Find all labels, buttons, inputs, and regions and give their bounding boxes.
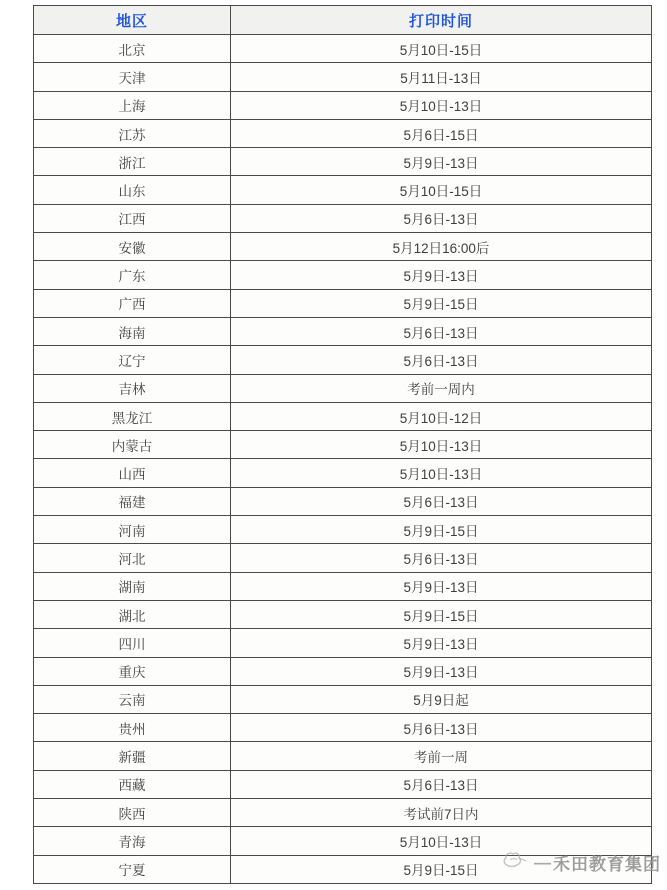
region-cell: 广西 — [34, 289, 231, 317]
table-row — [34, 204, 652, 232]
table-row — [34, 63, 652, 91]
region-cell: 福建 — [34, 487, 231, 515]
region-column-header: 地区 — [34, 6, 231, 35]
table-row — [34, 35, 652, 63]
print-time-cell: 5月9日起 — [231, 685, 652, 713]
table-row — [34, 600, 652, 628]
table-row — [34, 374, 652, 402]
print-time-cell: 5月9日-13日 — [231, 572, 652, 600]
print-time-cell: 5月10日-15日 — [231, 35, 652, 63]
print-time-cell: 5月9日-15日 — [231, 516, 652, 544]
print-time-cell: 5月9日-15日 — [231, 289, 652, 317]
print-time-cell: 5月11日-13日 — [231, 63, 652, 91]
watermark-dash: — — [534, 852, 551, 872]
print-time-cell: 5月6日-13日 — [231, 714, 652, 742]
region-cell: 湖北 — [34, 600, 231, 628]
table-row — [34, 431, 652, 459]
print-time-cell: 5月10日-15日 — [231, 176, 652, 204]
region-cell: 青海 — [34, 827, 231, 855]
print-time-column-header: 打印时间 — [231, 6, 652, 35]
print-time-cell: 5月10日-12日 — [231, 402, 652, 430]
region-cell: 重庆 — [34, 657, 231, 685]
region-cell: 河南 — [34, 516, 231, 544]
table-row — [34, 742, 652, 770]
print-time-cell: 5月10日-13日 — [231, 431, 652, 459]
table-row — [34, 685, 652, 713]
print-time-cell: 5月10日-13日 — [231, 91, 652, 119]
region-cell: 浙江 — [34, 148, 231, 176]
print-time-cell: 5月6日-13日 — [231, 544, 652, 572]
table-row — [34, 827, 652, 855]
print-time-cell: 5月9日-13日 — [231, 148, 652, 176]
region-cell: 黑龙江 — [34, 402, 231, 430]
table-row — [34, 176, 652, 204]
table-row — [34, 770, 652, 798]
table-row — [34, 544, 652, 572]
region-cell: 海南 — [34, 317, 231, 345]
table-row — [34, 402, 652, 430]
table-row — [34, 289, 652, 317]
table-row — [34, 317, 652, 345]
print-time-cell: 5月9日-13日 — [231, 657, 652, 685]
region-cell: 西藏 — [34, 770, 231, 798]
region-cell: 山西 — [34, 459, 231, 487]
print-time-cell: 5月10日-13日 — [231, 827, 652, 855]
region-cell: 广东 — [34, 261, 231, 289]
table-row — [34, 459, 652, 487]
region-cell: 陕西 — [34, 799, 231, 827]
region-cell: 上海 — [34, 91, 231, 119]
region-cell: 天津 — [34, 63, 231, 91]
region-cell: 宁夏 — [34, 855, 231, 883]
print-time-cell: 5月9日-13日 — [231, 261, 652, 289]
print-time-cell: 5月10日-13日 — [231, 459, 652, 487]
region-cell: 内蒙古 — [34, 431, 231, 459]
print-time-cell: 考前一周内 — [231, 374, 652, 402]
table-row — [34, 233, 652, 261]
watermark-text: 禾田教育集团 — [553, 855, 661, 874]
region-cell: 北京 — [34, 35, 231, 63]
table-row — [34, 714, 652, 742]
print-time-cell: 5月9日-13日 — [231, 629, 652, 657]
region-cell: 吉林 — [34, 374, 231, 402]
print-time-cell: 考试前7日内 — [231, 799, 652, 827]
region-cell: 新疆 — [34, 742, 231, 770]
table-row — [34, 119, 652, 147]
region-cell: 江苏 — [34, 119, 231, 147]
table-row — [34, 91, 652, 119]
region-cell: 江西 — [34, 204, 231, 232]
print-time-cell: 5月12日16:00后 — [231, 233, 652, 261]
region-cell: 辽宁 — [34, 346, 231, 374]
print-time-cell: 5月6日-13日 — [231, 346, 652, 374]
table-row — [34, 855, 652, 883]
print-time-cell: 5月6日-13日 — [231, 204, 652, 232]
print-time-cell: 5月9日-15日 — [231, 855, 652, 883]
print-time-cell: 考前一周 — [231, 742, 652, 770]
table-row — [34, 261, 652, 289]
region-cell: 河北 — [34, 544, 231, 572]
region-cell: 山东 — [34, 176, 231, 204]
print-time-cell: 5月6日-13日 — [231, 770, 652, 798]
table-row — [34, 657, 652, 685]
region-cell: 四川 — [34, 629, 231, 657]
region-cell: 湖南 — [34, 572, 231, 600]
table-row — [34, 572, 652, 600]
print-time-cell: 5月6日-13日 — [231, 317, 652, 345]
table-row — [34, 516, 652, 544]
table-row — [34, 799, 652, 827]
print-time-cell: 5月9日-15日 — [231, 600, 652, 628]
table-row — [34, 629, 652, 657]
region-cell: 云南 — [34, 685, 231, 713]
table-row — [34, 148, 652, 176]
print-time-cell: 5月6日-15日 — [231, 119, 652, 147]
table-row — [34, 346, 652, 374]
table-header-row — [34, 6, 652, 35]
print-time-table — [33, 5, 652, 884]
region-cell: 安徽 — [34, 233, 231, 261]
region-cell: 贵州 — [34, 714, 231, 742]
table-row — [34, 487, 652, 515]
print-time-cell: 5月6日-13日 — [231, 487, 652, 515]
